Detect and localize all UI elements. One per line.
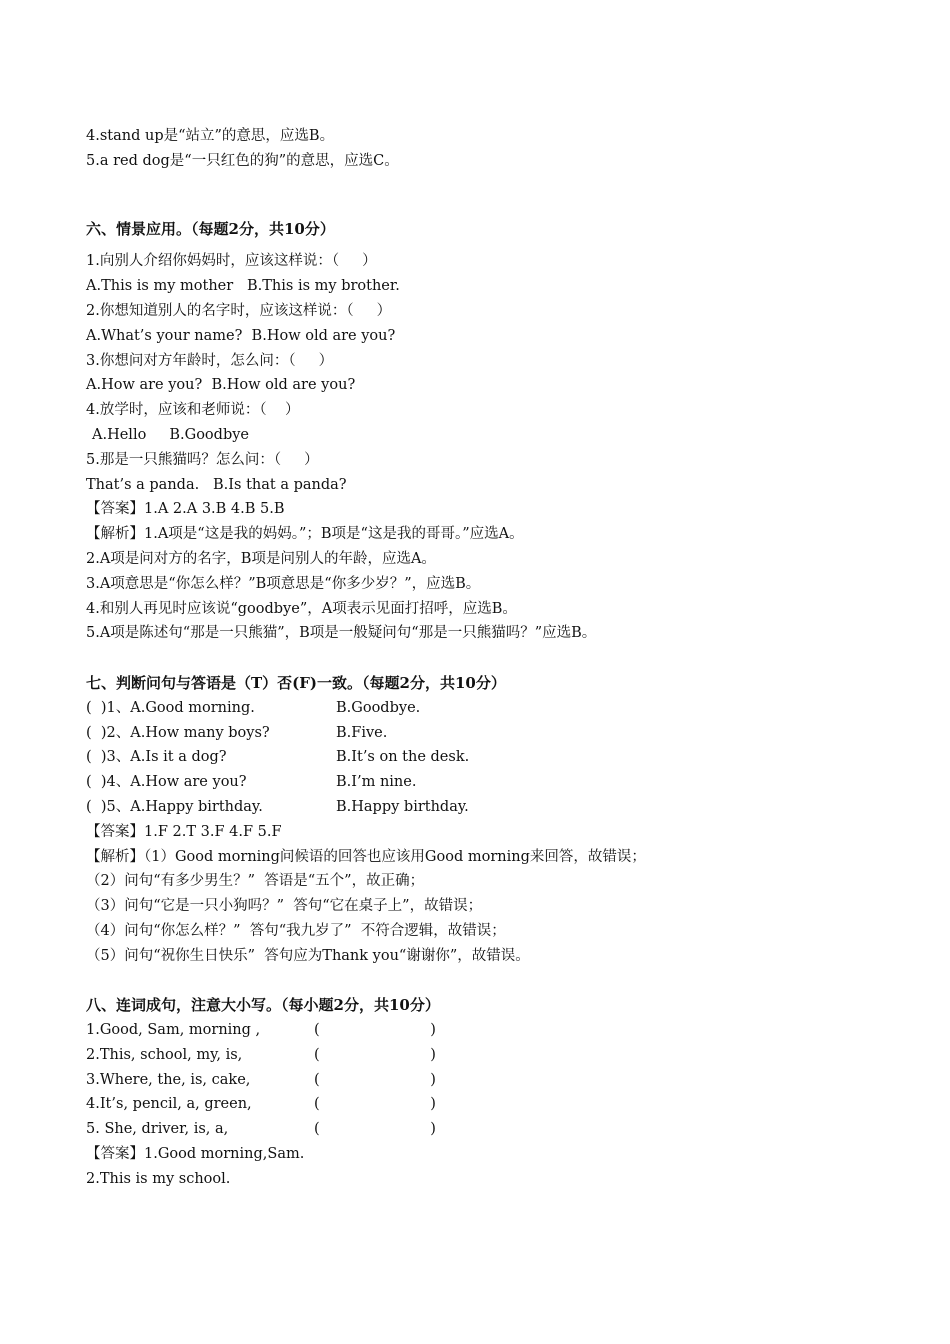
answer-blank: ( ) <box>314 1022 436 1039</box>
option-line: That’s a panda. B.Is that a panda? <box>86 476 347 493</box>
analysis-line: 2.A项是问对方的名字，B项是问别人的年龄，应选A。 <box>86 550 436 567</box>
judge-answer: B.Happy birthday. <box>336 798 469 815</box>
judge-question: ( )4、A.How are you? <box>86 774 247 791</box>
question-line: 2.你想知道别人的名字时，应该这样说：（ ） <box>86 302 392 319</box>
spacer <box>86 174 886 217</box>
judge-question: ( )5、A.Happy birthday. <box>86 798 263 815</box>
analysis-line: （3）问句“它是一只小狗吗？” 答句“它在桌子上”，故错误； <box>86 898 483 915</box>
judge-question: ( )2、A.How many boys? <box>86 724 270 741</box>
section-6-heading: 六、情景应用。（每题2分，共10分） <box>86 219 335 238</box>
option-line: A.What’s your name? B.How old are you? <box>86 327 396 344</box>
word-order-item <box>86 1092 886 1117</box>
answer-blank: ( ) <box>314 1121 436 1138</box>
question-line: 3.你想问对方年龄时，怎么问：（ ） <box>86 352 334 369</box>
word-list: 3.Where, the, is, cake, <box>86 1071 251 1088</box>
judge-question: ( )1、A.Good morning. <box>86 699 255 716</box>
word-order-item <box>86 1068 886 1093</box>
option-line: A.This is my mother B.This is my brother. <box>86 278 400 295</box>
analysis-line: 3.A项意思是“你怎么样？”B项意思是“你多少岁？”，应选B。 <box>86 575 481 592</box>
analysis-line: （5）问句“祝你生日快乐” 答句应为Thank you“谢谢你”，故错误。 <box>86 947 530 964</box>
judge-item <box>86 770 886 795</box>
word-order-item <box>86 1117 886 1142</box>
answer-blank: ( ) <box>314 1096 436 1113</box>
word-list: 4.It’s, pencil, a, green, <box>86 1096 252 1113</box>
answer-blank: ( ) <box>314 1071 436 1088</box>
word-order-item <box>86 1043 886 1068</box>
judge-item <box>86 721 886 746</box>
answer-line: 【答案】1.A 2.A 3.B 4.B 5.B <box>86 501 285 518</box>
analysis-line: 4.和别人再见时应该说“goodbye”，A项表示见面打招呼，应选B。 <box>86 600 517 617</box>
analysis-line: （2）问句“有多少男生？” 答语是“五个”，故正确； <box>86 873 425 890</box>
judge-item <box>86 795 886 820</box>
answer-blank: ( ) <box>314 1046 436 1063</box>
judge-answer: B.Five. <box>336 724 388 741</box>
word-list: 2.This, school, my, is, <box>86 1046 243 1063</box>
judge-question: ( )3、A.Is it a dog? <box>86 749 227 766</box>
section-8-heading: 八、连词成句，注意大小写。（每小题2分，共10分） <box>86 996 440 1015</box>
analysis-line: 【解析】（1）Good morning问候语的回答也应该用Good morning来回答，故错误； <box>86 848 646 865</box>
analysis-line: （4）问句“你怎么样？” 答句“我九岁了” 不符合逻辑，故错误； <box>86 922 506 939</box>
spacer <box>86 241 886 249</box>
judge-item <box>86 745 886 770</box>
section-7-heading: 七、判断问句与答语是（T）否(F)一致。（每题2分，共10分） <box>86 673 506 692</box>
option-line: A.How are you? B.How old are you? <box>86 377 356 394</box>
document-page <box>86 124 886 1192</box>
judge-answer: B.It’s on the desk. <box>336 749 470 766</box>
spacer <box>86 969 886 994</box>
analysis-line: 【解析】1.A项是“这是我的妈妈。”；B项是“这是我的哥哥。”应选A。 <box>86 526 524 543</box>
word-order-item <box>86 1018 886 1043</box>
judge-answer: B.Goodbye. <box>336 699 421 716</box>
note-line: 4.stand up是“站立”的意思，应选B。 <box>86 128 335 144</box>
note-line: 5.a red dog是“一只红色的狗”的意思，应选C。 <box>86 152 399 169</box>
answer-line: 【答案】1.F 2.T 3.F 4.F 5.F <box>86 823 282 840</box>
answer-line: 2.This is my school. <box>86 1170 231 1187</box>
option-line: A.Hello B.Goodbye <box>92 426 250 443</box>
word-list: 1.Good, Sam, morning , <box>86 1022 261 1039</box>
word-list: 5. She, driver, is, a, <box>86 1121 229 1138</box>
judge-item <box>86 696 886 721</box>
analysis-line: 5.A项是陈述句“那是一只熊猫”，B项是一般疑问句“那是一只熊猫吗？”应选B。 <box>86 625 597 642</box>
spacer <box>86 646 886 671</box>
question-line: 4.放学时，应该和老师说：（ ） <box>86 402 300 419</box>
question-line: 5.那是一只熊猫吗？怎么问：（ ） <box>86 451 319 468</box>
answer-line: 【答案】1.Good morning,Sam. <box>86 1146 305 1163</box>
question-line: 1.向别人介绍你妈妈时，应该这样说：（ ） <box>86 253 377 270</box>
judge-answer: B.I’m nine. <box>336 774 417 791</box>
